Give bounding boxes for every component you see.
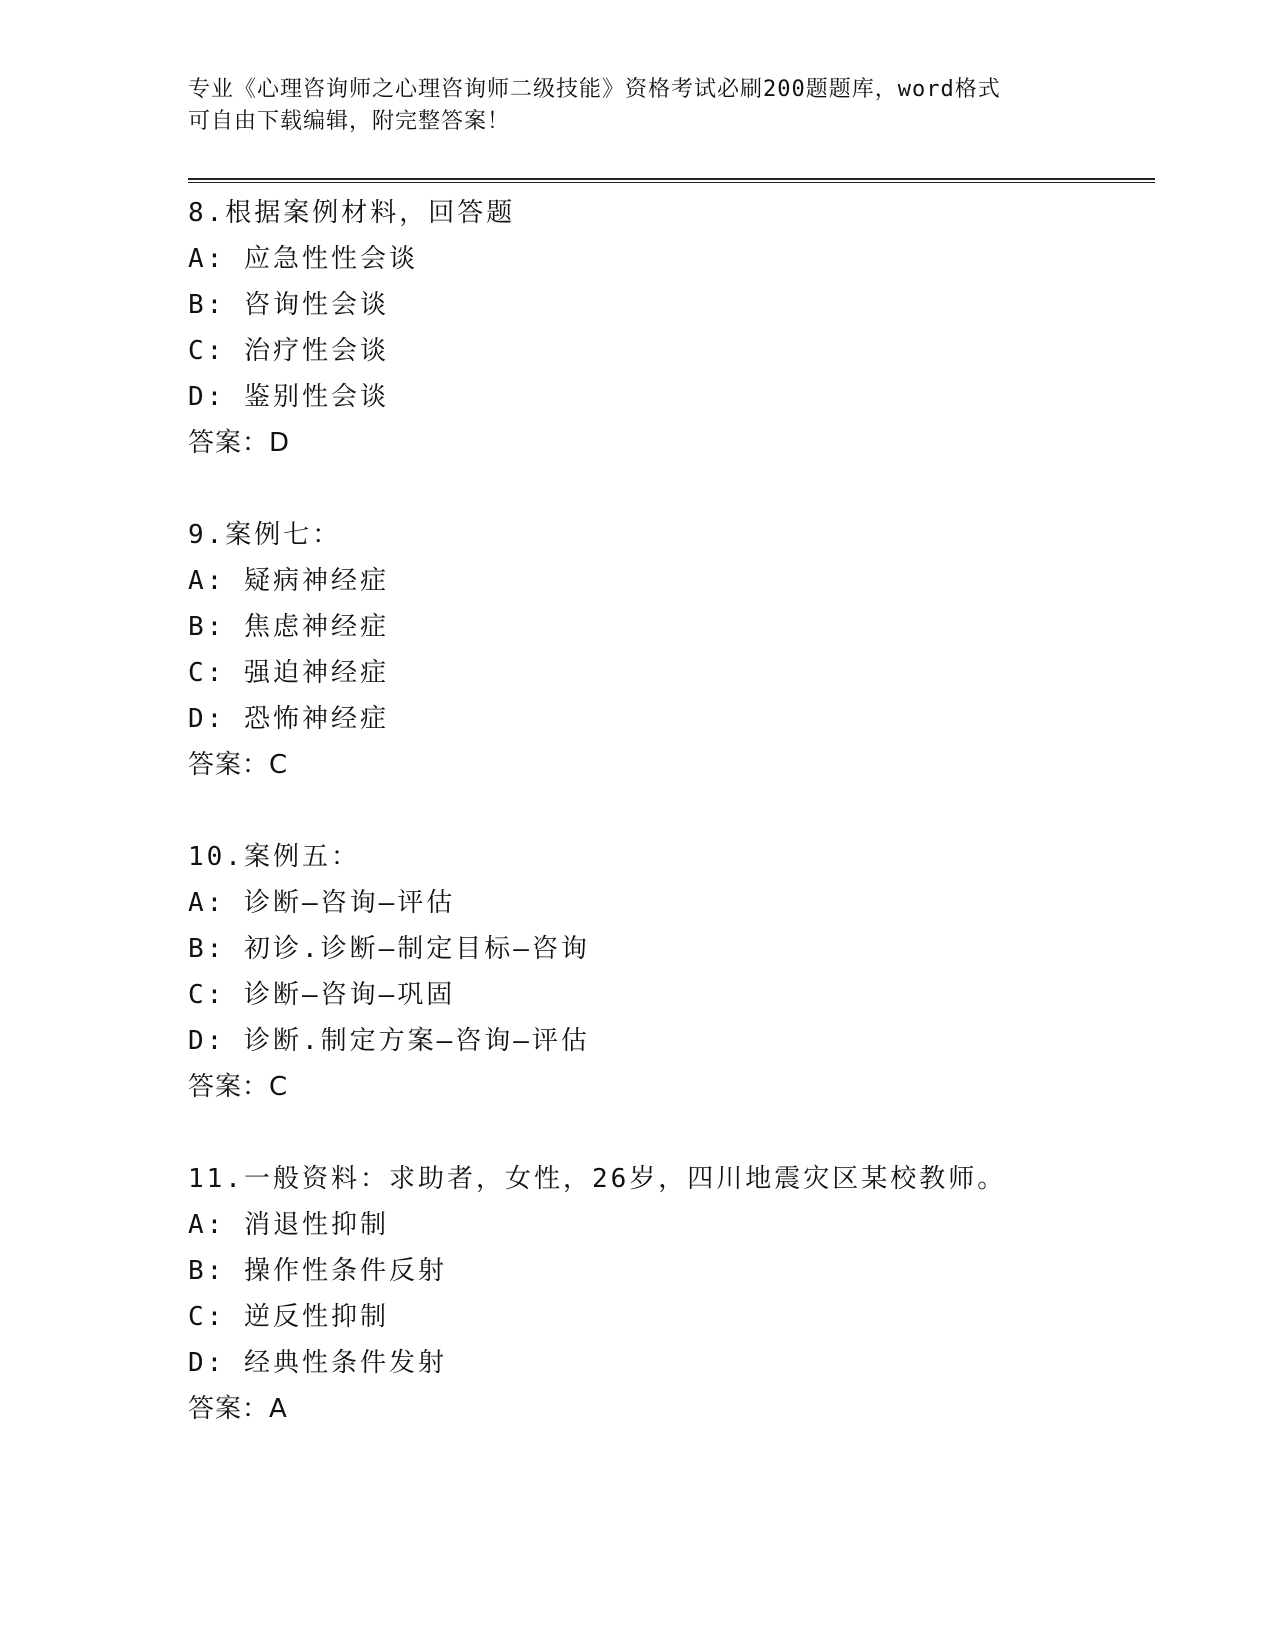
option-d: D: 诊断.制定方案—咨询—评估 <box>188 1026 590 1056</box>
option-d: D: 经典性条件发射 <box>188 1348 447 1378</box>
option-d: D: 恐怖神经症 <box>188 704 389 734</box>
question-8 <box>188 190 1148 466</box>
answer-line: 答案：C <box>188 1072 289 1102</box>
option-c: C: 治疗性会谈 <box>188 336 389 366</box>
option-a: A: 应急性性会谈 <box>188 244 418 274</box>
option-a: A: 疑病神经症 <box>188 566 389 596</box>
answer-line: 答案：D <box>188 428 291 458</box>
question-stem: 9.案例七： <box>188 520 342 550</box>
option-a: A: 消退性抑制 <box>188 1210 389 1240</box>
document-header <box>188 74 1088 138</box>
header-divider-bottom <box>188 182 1155 183</box>
answer-line: 答案：C <box>188 750 289 780</box>
header-line-1: 专业《心理咨询师之心理咨询师二级技能》资格考试必刷200题题库，word格式 <box>188 77 1001 102</box>
option-b: B: 操作性条件反射 <box>188 1256 447 1286</box>
header-divider-top <box>188 178 1155 180</box>
question-9 <box>188 512 1148 788</box>
question-11 <box>188 1156 1148 1432</box>
question-10 <box>188 834 1148 1110</box>
option-d: D: 鉴别性会谈 <box>188 382 389 412</box>
option-b: B: 咨询性会谈 <box>188 290 389 320</box>
question-stem: 11.一般资料：求助者，女性，26岁，四川地震灾区某校教师。 <box>188 1164 1007 1194</box>
option-c: C: 强迫神经症 <box>188 658 389 688</box>
question-list <box>188 190 1148 1478</box>
question-stem: 8.根据案例材料，回答题 <box>188 198 516 228</box>
option-c: C: 诊断—咨询—巩固 <box>188 980 456 1010</box>
option-b: B: 初诊.诊断—制定目标—咨询 <box>188 934 590 964</box>
answer-line: 答案：A <box>188 1394 288 1424</box>
option-c: C: 逆反性抑制 <box>188 1302 389 1332</box>
option-b: B: 焦虑神经症 <box>188 612 389 642</box>
header-line-2: 可自由下载编辑，附完整答案！ <box>188 109 511 134</box>
question-stem: 10.案例五： <box>188 842 360 872</box>
option-a: A: 诊断—咨询—评估 <box>188 888 456 918</box>
